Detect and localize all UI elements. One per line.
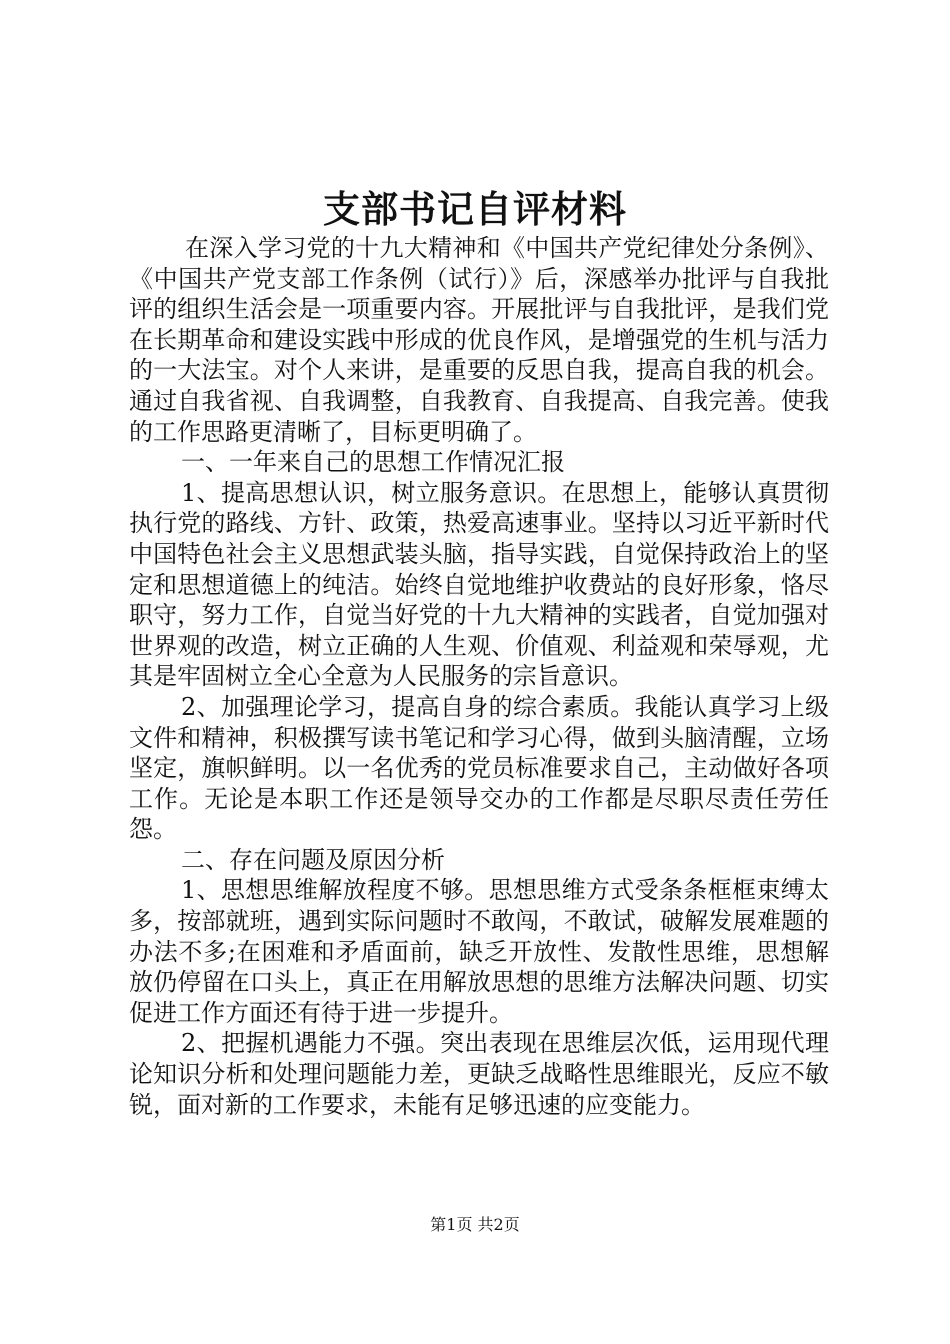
body-paragraph: 1、思想思维解放程度不够。思想思维方式受条条框框束缚太多，按部就班，遇到实际问题时不敢闯，不敢试，破解发展难题的办法不多;在困难和矛盾面前，缺乏开放性、发散性思维，思想解放仍停留在口头上，真正在用解放思想的思维方法解决问题、切实促进工作方面还有待于进一步提升。 bbox=[129, 876, 829, 1027]
section-heading-1: 一、一年来自己的思想工作情况汇报 bbox=[181, 448, 565, 477]
intro-paragraph: 在深入学习党的十九大精神和《中国共产党纪律处分条例》、《中国共产党支部工作条例（试行）》后，深感举办批评与自我批评的组织生活会是一项重要内容。开展批评与自我批评，是我们党在长期革命和建设实践中形成的优良作风，是增强党的生机与活力的一大法宝。对个人来讲，是重要的反思自我，提高自我的机会。通过自我省视、自我调整，自我教育、自我提高、自我完善。使我的工作思路更清晰了，目标更明确了。 bbox=[129, 234, 829, 446]
document-body bbox=[129, 233, 829, 1120]
body-paragraph: 2、加强理论学习，提高自身的综合素质。我能认真学习上级文件和精神，积极撰写读书笔记和学习心得，做到头脑清醒，立场坚定，旗帜鲜明。以一名优秀的党员标准要求自己，主动做好各项工作。无论是本职工作还是领导交办的工作都是尽职尽责任劳任怨。 bbox=[129, 692, 829, 844]
page-number-footer: 第1页 共2页 bbox=[430, 1215, 520, 1234]
section-heading-2: 二、存在问题及原因分析 bbox=[181, 845, 445, 874]
document-title: 支部书记自评材料 bbox=[323, 187, 627, 231]
body-paragraph: 1、提高思想认识，树立服务意识。在思想上，能够认真贯彻执行党的路线、方针、政策，热爱高速事业。坚持以习近平新时代中国特色社会主义思想武装头脑，指导实践，自觉保持政治上的坚定和思想道德上的纯洁。始终自觉地维护收费站的良好形象，恪尽职守，努力工作，自觉当好党的十九大精神的实践者，自觉加强对世界观的改造，树立正确的人生观、价值观、利益观和荣辱观，尤其是牢固树立全心全意为人民服务的宗旨意识。 bbox=[129, 478, 829, 691]
body-paragraph: 2、把握机遇能力不强。突出表现在思维层次低，运用现代理论知识分析和处理问题能力差，更缺乏战略性思维眼光，反应不敏锐，面对新的工作要求，未能有足够迅速的应变能力。 bbox=[129, 1029, 829, 1119]
